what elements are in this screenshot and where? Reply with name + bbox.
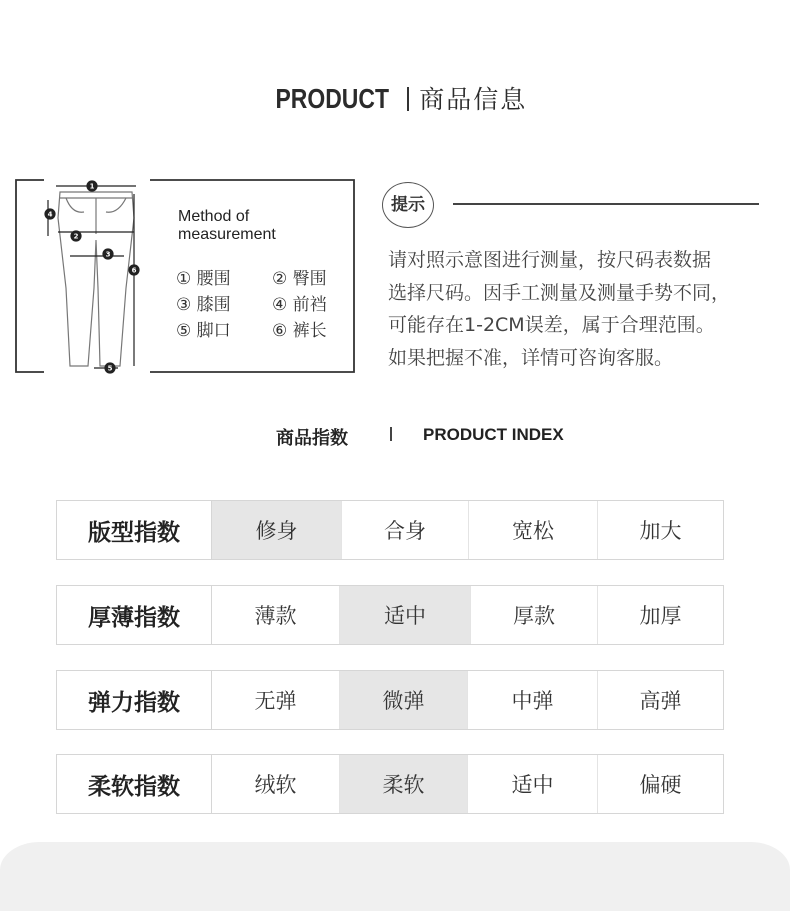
index-option: 宽松	[469, 501, 598, 559]
measurement-diagram	[14, 178, 356, 374]
index-option: 无弹	[212, 671, 340, 729]
marker-6: 6	[131, 266, 137, 275]
legend-front-rise: ④ 前裆	[272, 295, 327, 315]
measurement-title-line2: measurement	[178, 226, 276, 243]
index-title-cn: 商品指数	[276, 428, 348, 449]
product-header	[0, 80, 790, 116]
marker-4: 4	[47, 210, 53, 219]
index-title-en: PRODUCT INDEX	[423, 425, 564, 444]
tip-line: 请对照示意图进行测量，按尺码表数据	[388, 249, 712, 271]
index-option: 修身	[212, 501, 342, 559]
legend-hip: ② 臀围	[272, 269, 327, 289]
tip-text	[388, 244, 778, 374]
index-option: 偏硬	[639, 773, 682, 797]
index-option: 适中	[340, 586, 471, 644]
index-option: 加厚	[639, 604, 682, 628]
index-row-softness	[56, 754, 724, 814]
index-title-divider	[390, 427, 392, 441]
header-title-en: PRODUCT	[275, 83, 389, 114]
footer-bar	[0, 842, 790, 911]
index-row-fit	[56, 500, 724, 560]
index-option: 加大	[639, 519, 682, 543]
index-option: 中弹	[468, 671, 598, 729]
index-row-thickness	[56, 585, 724, 645]
tip-badge: 提示	[382, 182, 434, 228]
index-row-label: 弹力指数	[57, 671, 212, 729]
marker-2: 2	[73, 232, 79, 241]
tip-line: 可能存在1-2CM误差，属于合理范围。	[388, 314, 715, 336]
index-option: 柔软	[340, 755, 468, 813]
measurement-method-title	[178, 208, 276, 244]
legend-knee: ③ 膝围	[176, 295, 231, 315]
index-row-label: 厚薄指数	[57, 586, 212, 644]
index-option: 薄款	[212, 586, 340, 644]
index-row-label: 柔软指数	[57, 755, 212, 813]
index-option: 适中	[468, 755, 598, 813]
legend-waist: ① 腰围	[176, 269, 231, 289]
marker-5: 5	[107, 364, 113, 373]
legend-leg-opening: ⑤ 脚口	[176, 321, 231, 341]
tip-line: 如果把握不准，详情可咨询客服。	[388, 346, 674, 369]
index-row-elasticity	[56, 670, 724, 730]
index-option: 高弹	[639, 689, 682, 713]
marker-3: 3	[105, 250, 111, 259]
measurement-title-line1: Method of	[178, 208, 250, 225]
index-row-label: 版型指数	[57, 501, 212, 559]
index-option: 厚款	[471, 586, 598, 644]
header-title-cn: 商品信息	[419, 85, 528, 114]
tip-line: 选择尺码。因手工测量及测量手势不同，	[388, 281, 731, 304]
marker-1: 1	[89, 182, 95, 191]
index-option: 合身	[342, 501, 469, 559]
index-option: 绒软	[212, 755, 340, 813]
legend-length: ⑥ 裤长	[272, 321, 327, 341]
index-option: 微弹	[340, 671, 468, 729]
header-divider	[407, 87, 409, 111]
tip-divider	[453, 203, 759, 205]
